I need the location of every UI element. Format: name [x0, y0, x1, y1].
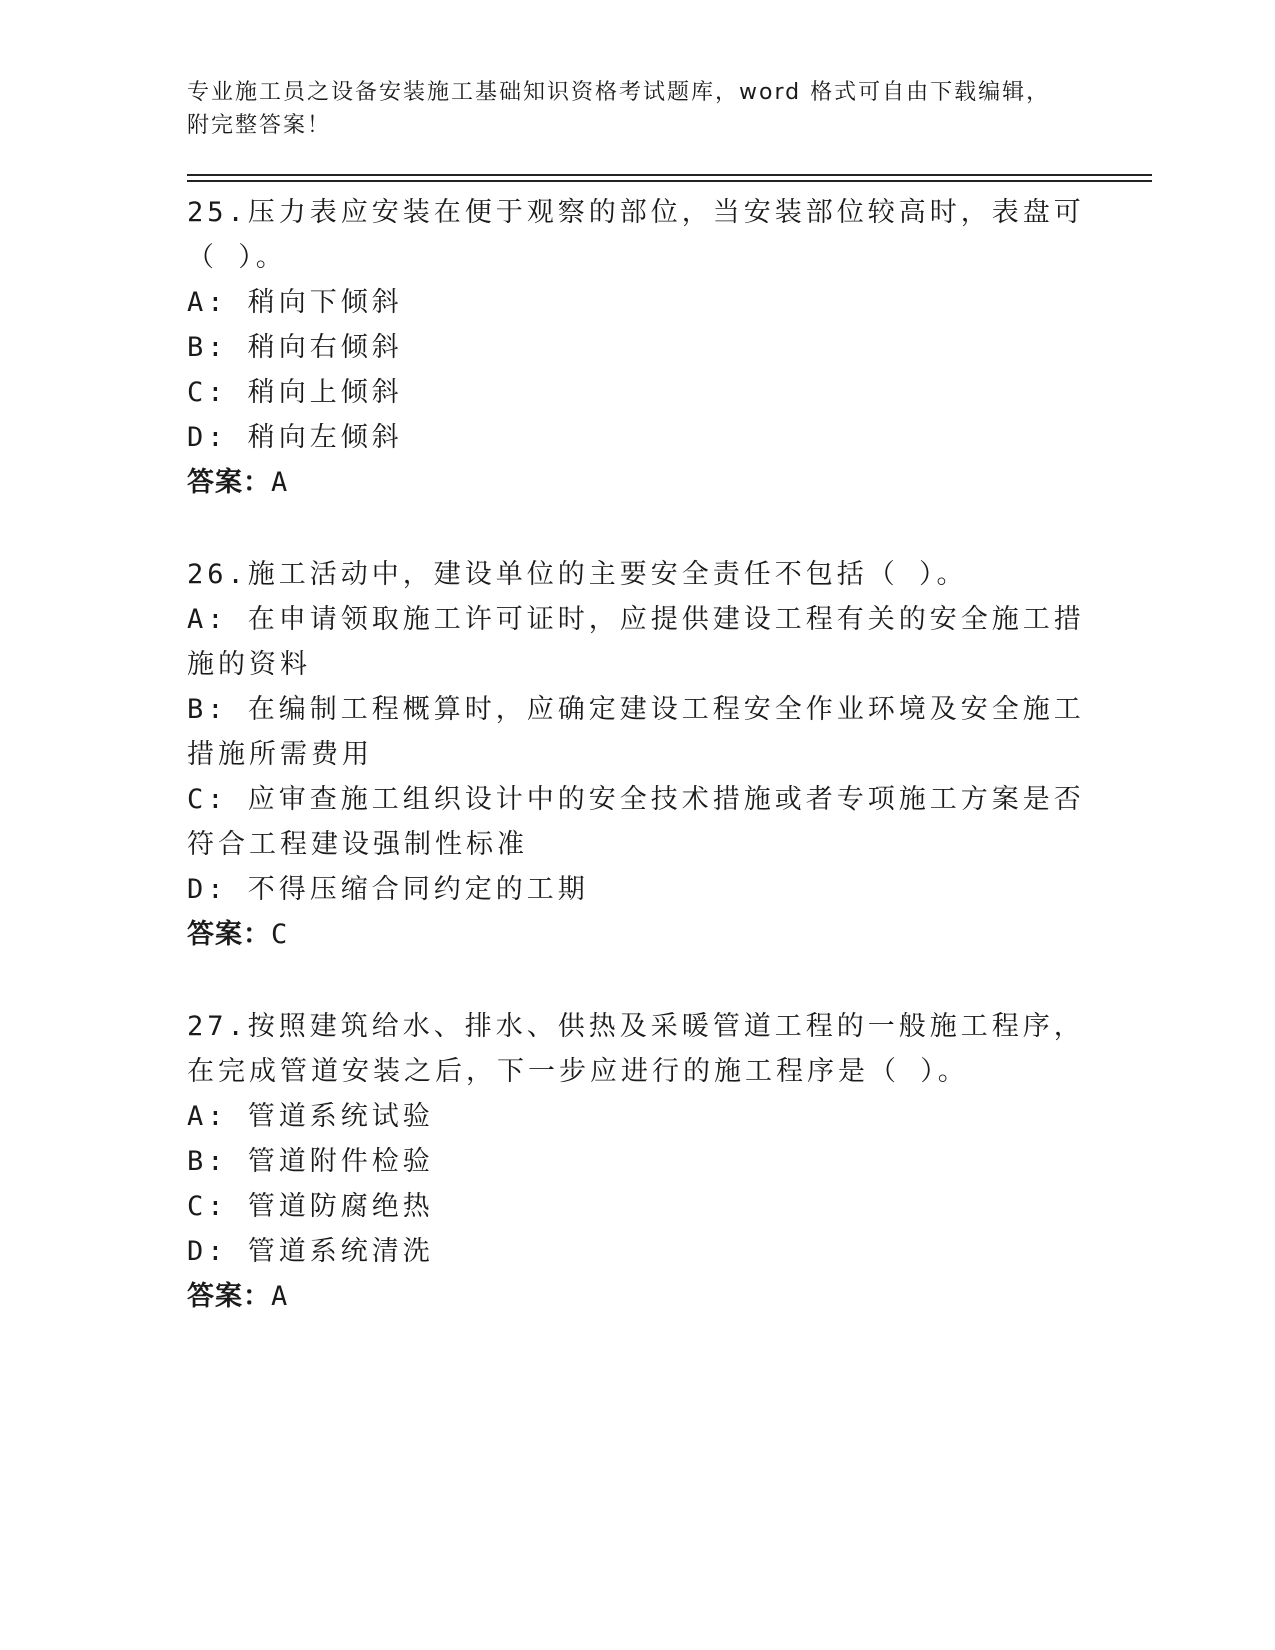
question-list — [187, 190, 1087, 1366]
header-rule-top — [187, 174, 1152, 176]
option-b: B: 管道附件检验 — [187, 1146, 434, 1177]
option-b: B: 稍向右倾斜 — [187, 332, 403, 363]
answer-label: 答案： — [187, 919, 271, 950]
answer-label: 答案： — [187, 1281, 271, 1312]
answer-value: A — [271, 467, 289, 498]
header-rule-bottom — [187, 180, 1152, 182]
answer-label: 答案： — [187, 467, 271, 498]
answer-value: C — [271, 919, 289, 950]
document-header — [187, 76, 1067, 142]
question-text: 26.施工活动中，建设单位的主要安全责任不包括（ ）。 — [187, 559, 968, 590]
option-d: D: 管道系统清洗 — [187, 1236, 434, 1267]
question-text: 25.压力表应安装在便于观察的部位，当安装部位较高时，表盘可（ ）。 — [187, 197, 1085, 273]
question-25 — [187, 190, 1087, 505]
option-c: C: 稍向上倾斜 — [187, 377, 403, 408]
option-c: C: 管道防腐绝热 — [187, 1191, 434, 1222]
answer-value: A — [271, 1281, 289, 1312]
answer-line — [187, 1274, 1087, 1319]
header-line-1: 专业施工员之设备安装施工基础知识资格考试题库，word 格式可自由下载编辑， — [187, 80, 1051, 105]
answer-line — [187, 912, 1087, 957]
option-b: B: 在编制工程概算时，应确定建设工程安全作业环境及安全施工措施所需费用 — [187, 694, 1085, 770]
question-27 — [187, 1004, 1087, 1319]
header-line-2: 附完整答案！ — [187, 113, 332, 138]
option-c: C: 应审查施工组织设计中的安全技术措施或者专项施工方案是否符合工程建设强制性标准 — [187, 784, 1085, 860]
answer-line — [187, 460, 1087, 505]
option-a: A: 在申请领取施工许可证时，应提供建设工程有关的安全施工措施的资料 — [187, 604, 1085, 680]
option-d: D: 稍向左倾斜 — [187, 422, 403, 453]
option-a: A: 管道系统试验 — [187, 1101, 434, 1132]
option-a: A: 稍向下倾斜 — [187, 287, 403, 318]
question-26 — [187, 552, 1087, 957]
option-d: D: 不得压缩合同约定的工期 — [187, 874, 589, 905]
question-text: 27.按照建筑给水、排水、供热及采暖管道工程的一般施工程序，在完成管道安装之后，下一步应进行的施工程序是（ ）。 — [187, 1011, 1085, 1087]
